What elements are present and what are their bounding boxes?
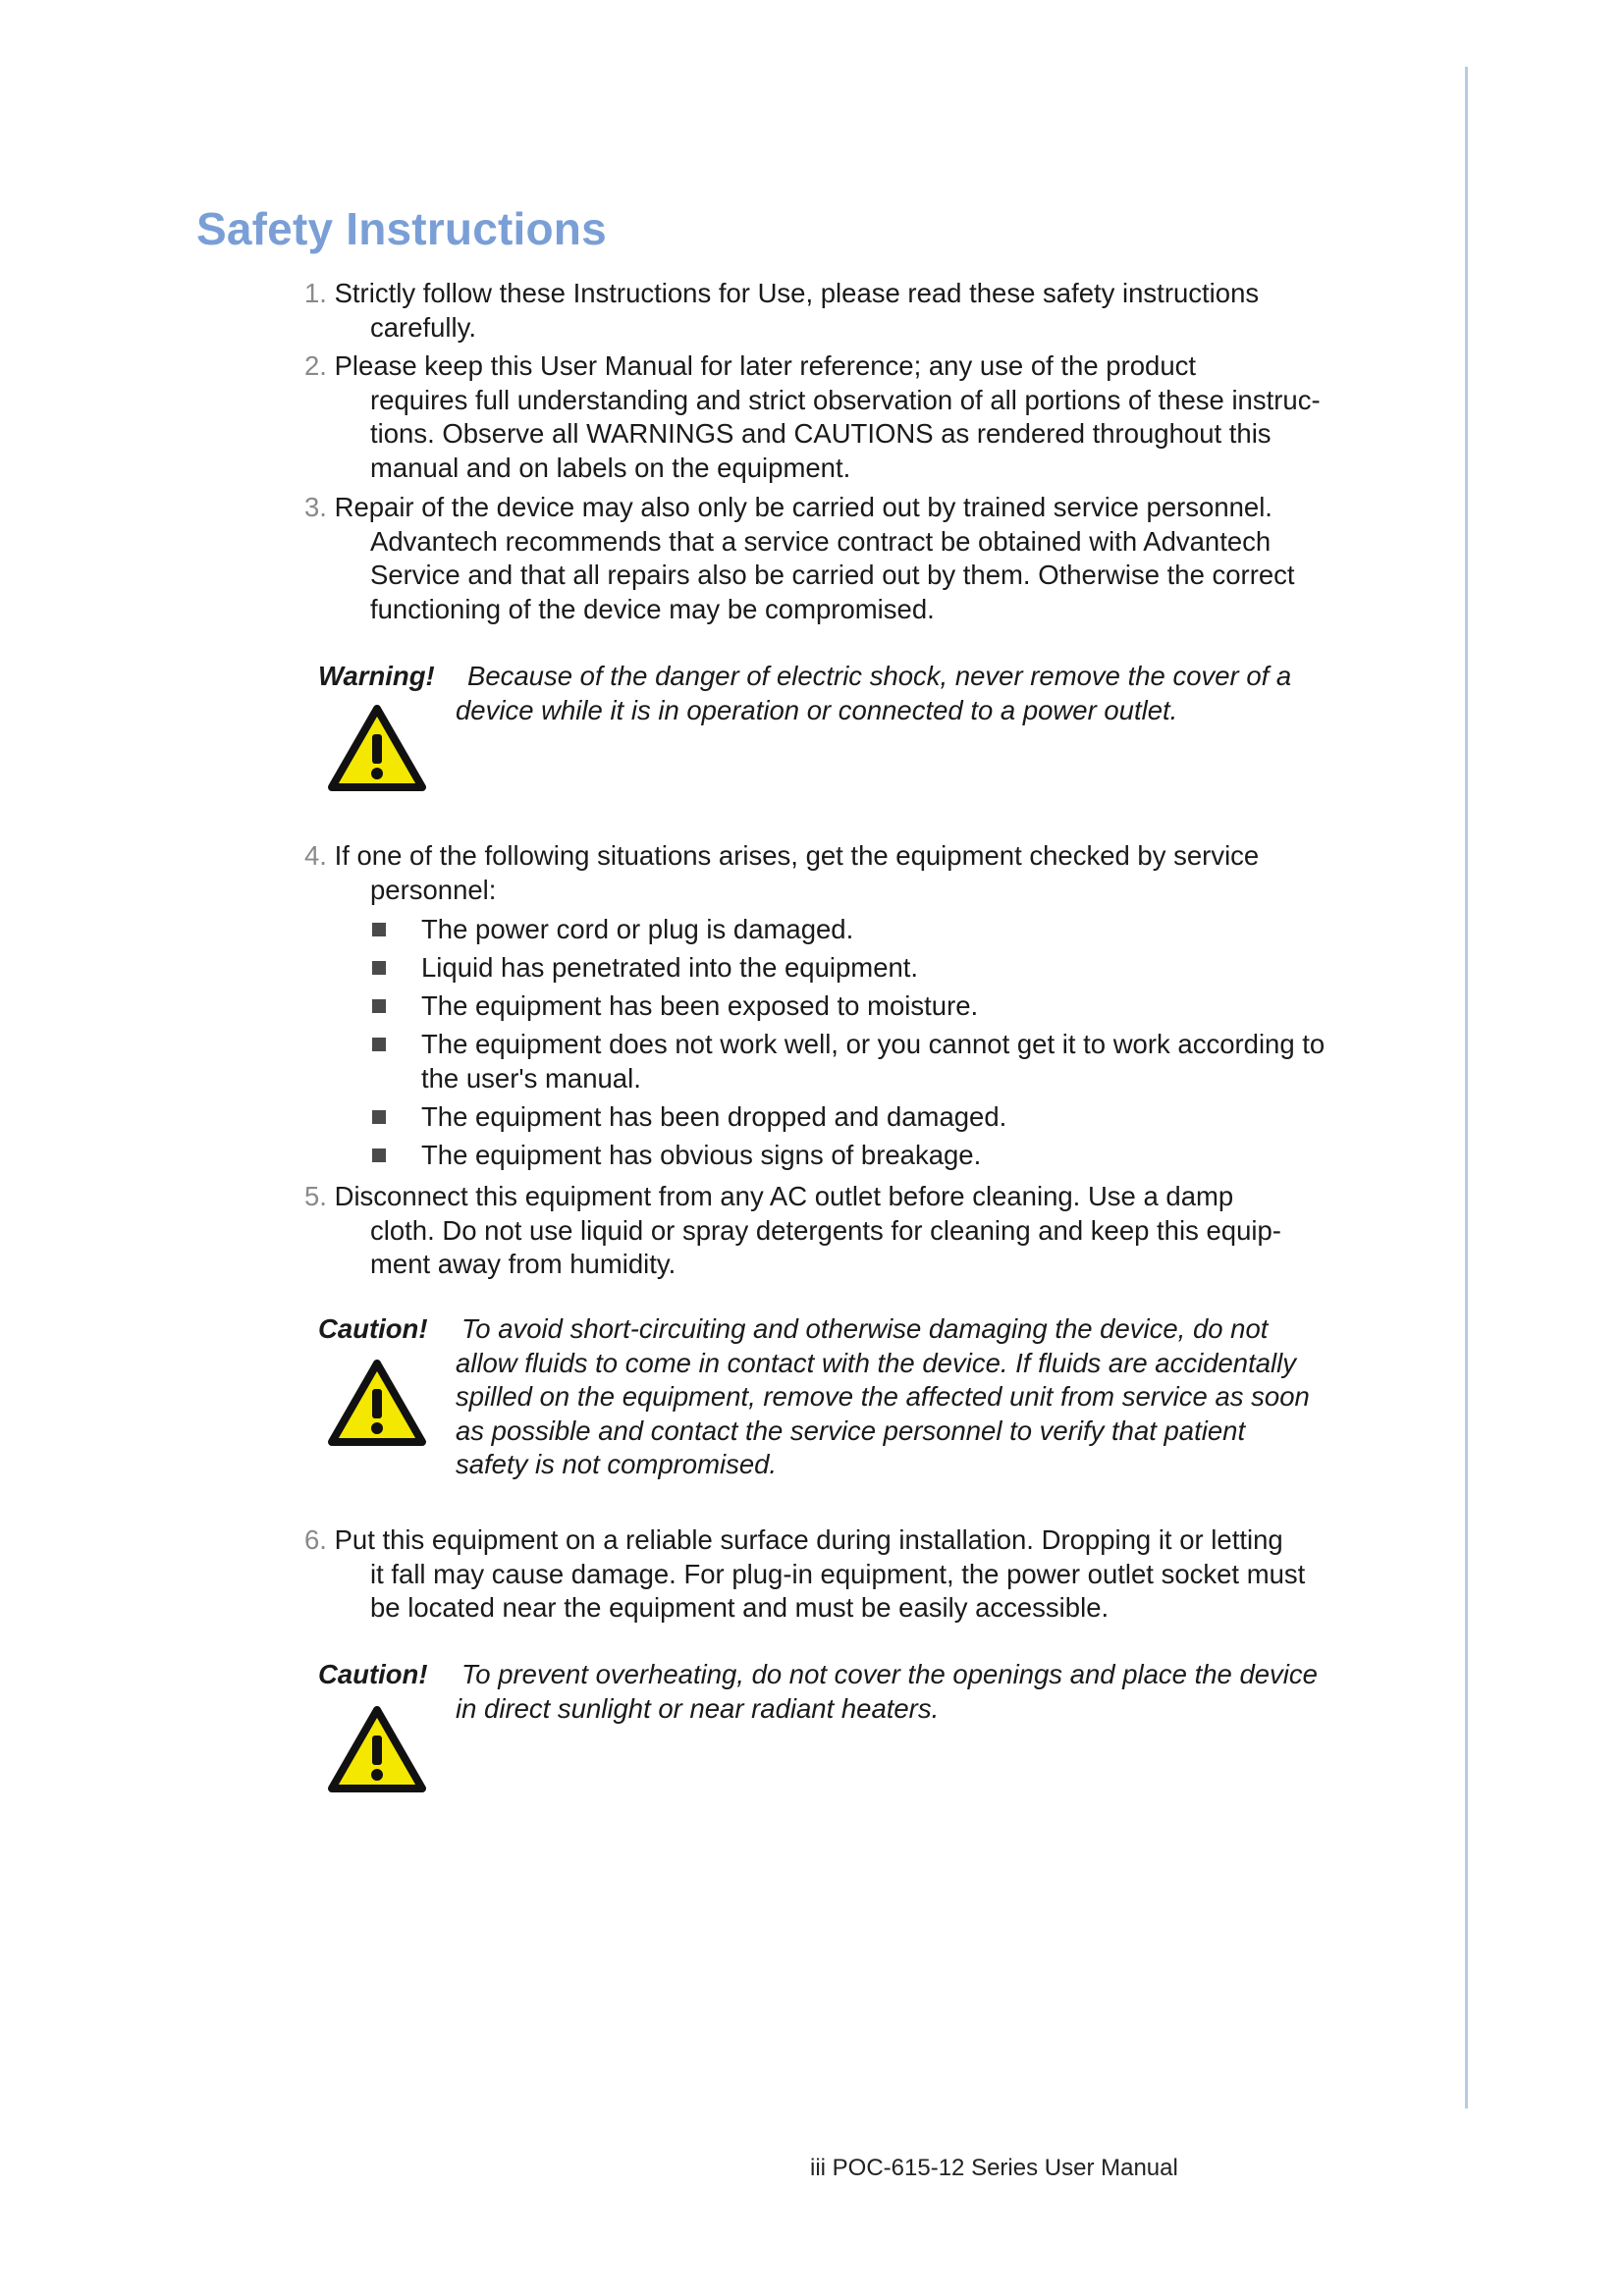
page-footer: iii POC-615-12 Series User Manual [810, 2155, 1178, 2181]
item-line: requires full understanding and strict observation of all portions of these instruc- [370, 384, 1321, 415]
item-line: ment away from humidity. [370, 1249, 677, 1279]
bullet-square-icon [372, 923, 386, 936]
item-line: tions. Observe all WARNINGS and CAUTIONS as rendered throughout this [370, 418, 1272, 449]
bullet-text: The equipment has been exposed to moisture. [421, 990, 979, 1021]
bullet-item [369, 913, 1400, 947]
note-label: Caution! [318, 1659, 428, 1689]
item-line: If one of the following situations arises, get the equipment checked by service [334, 840, 1260, 871]
page-title: Safety Instructions [196, 203, 607, 254]
item-number: 2. [304, 350, 327, 381]
bullet-square-icon [372, 1038, 386, 1051]
item-line: it fall may cause damage. For plug-in equipment, the power outlet socket must [370, 1558, 1306, 1589]
warning-triangle-icon [328, 1360, 426, 1448]
item-line: Advantech recommends that a service contract be obtained with Advantech [370, 525, 1272, 557]
note-text [456, 660, 1390, 727]
item-line: be located near the equipment and must be easily accessible. [370, 1592, 1110, 1623]
note-line: spilled on the equipment, remove the affected unit from service as soon [456, 1381, 1310, 1412]
list-item-2 [304, 349, 1460, 485]
list-item-6 [304, 1523, 1460, 1626]
bullet-list [369, 913, 1400, 1177]
item-line: Repair of the device may also only be carried out by trained service personnel. [334, 492, 1272, 522]
note-line: device while it is in operation or connected to a power outlet. [456, 694, 1178, 725]
note-text [456, 1658, 1384, 1726]
note-line: in direct sunlight or near radiant heaters. [456, 1692, 940, 1724]
item-number: 3. [304, 492, 327, 522]
list-item-3 [304, 491, 1460, 626]
bullet-square-icon [372, 999, 386, 1013]
bullet-text: The equipment has obvious signs of breakage. [421, 1139, 982, 1170]
list-item-4 [304, 839, 1460, 907]
item-line: Please keep this User Manual for later reference; any use of the product [334, 350, 1196, 381]
bullet-item [369, 1028, 1400, 1095]
item-number: 6. [304, 1524, 327, 1555]
bullet-text: The equipment does not work well, or you cannot get it to work according to [421, 1029, 1326, 1059]
bullet-text: The power cord or plug is damaged. [421, 914, 854, 944]
bullet-text: Liquid has penetrated into the equipment. [421, 952, 919, 983]
list-item-1 [304, 277, 1460, 345]
item-line: manual and on labels on the equipment. [370, 452, 851, 483]
bullet-square-icon [372, 961, 386, 975]
bullet-item [369, 1139, 1400, 1173]
item-line: functioning of the device may be compromised. [370, 593, 935, 624]
item-line: Disconnect this equipment from any AC outlet before cleaning. Use a damp [334, 1181, 1234, 1211]
note-line: To prevent overheating, do not cover the openings and place the device [461, 1659, 1318, 1689]
item-line: Service and that all repairs also be carried out by them. Otherwise the correct [370, 560, 1295, 590]
bullet-text: the user's manual. [421, 1062, 641, 1094]
bullet-square-icon [372, 1148, 386, 1162]
item-line: personnel: [370, 874, 497, 905]
item-line: cloth. Do not use liquid or spray detergents for cleaning and keep this equip- [370, 1214, 1281, 1246]
item-line: carefully. [370, 311, 476, 343]
note-line: as possible and contact the service personnel to verify that patient [456, 1415, 1246, 1446]
note-label: Warning! [318, 661, 435, 691]
note-label: Caution! [318, 1313, 428, 1344]
item-number: 1. [304, 278, 327, 308]
item-number: 4. [304, 840, 327, 871]
bullet-item [369, 1100, 1400, 1135]
bullet-text: The equipment has been dropped and damaged. [421, 1100, 1007, 1132]
bullet-item [369, 951, 1400, 986]
note-text [456, 1312, 1384, 1482]
warning-triangle-icon [328, 1706, 426, 1794]
item-line: Strictly follow these Instructions for Use, please read these safety instructions [334, 278, 1260, 308]
item-line: Put this equipment on a reliable surface during installation. Dropping it or letting [334, 1524, 1283, 1555]
bullet-square-icon [372, 1110, 386, 1124]
note-line: allow fluids to come in contact with the device. If fluids are accidentally [456, 1347, 1296, 1378]
bullet-item [369, 989, 1400, 1024]
margin-rule [1465, 67, 1468, 2109]
note-line: To avoid short-circuiting and otherwise damaging the device, do not [461, 1313, 1269, 1344]
item-number: 5. [304, 1181, 327, 1211]
warning-triangle-icon [328, 705, 426, 793]
note-line: Because of the danger of electric shock, never remove the cover of a [467, 661, 1292, 691]
list-item-5 [304, 1180, 1460, 1282]
note-line: safety is not compromised. [456, 1449, 778, 1479]
